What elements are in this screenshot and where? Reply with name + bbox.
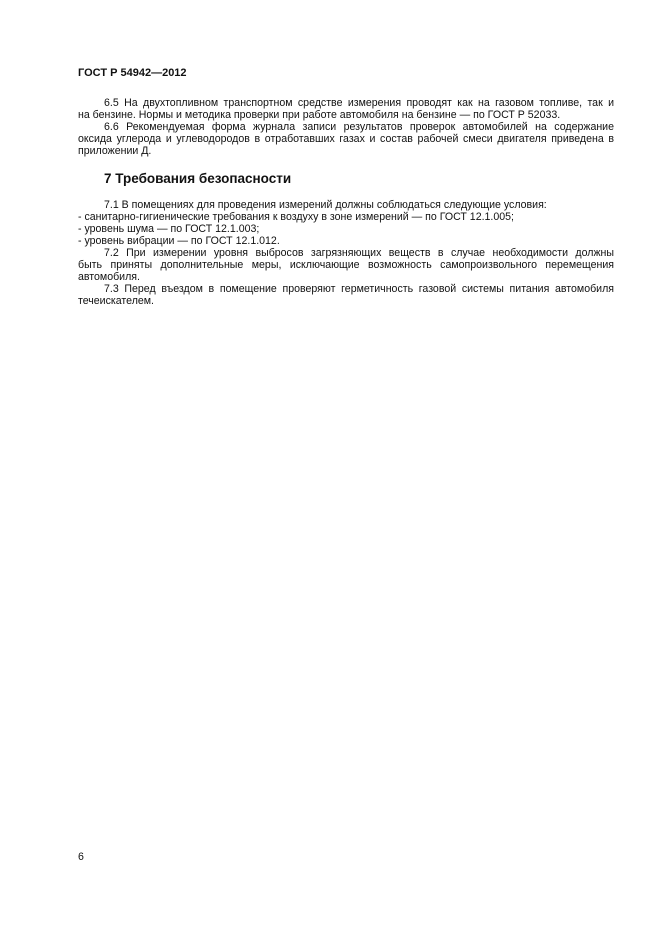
paragraph-6-6-line: 6.6 Рекомендуемая форма журнала записи результатов проверок автомобилей на содержание	[104, 121, 614, 133]
paragraph-7-3-line: 7.3 Перед въездом в помещение проверяют герметичность газовой системы питания автомобиля	[104, 283, 614, 295]
page-number: 6	[78, 851, 84, 863]
paragraph-6-5-line: 6.5 На двухтопливном транспортном средстве измерения проводят как на газовом топливе, так и	[104, 97, 614, 109]
paragraph-7-3-line: течеискателем.	[78, 295, 154, 307]
list-item: - уровень вибрации — по ГОСТ 12.1.012.	[78, 235, 280, 247]
list-item: - уровень шума — по ГОСТ 12.1.003;	[78, 223, 260, 235]
section-heading: 7 Требования безопасности	[104, 171, 292, 186]
paragraph-6-5-line: на бензине. Нормы и методика проверки при работе автомобиля на бензине — по ГОСТ Р 52033.	[78, 109, 561, 121]
paragraph-6-6-line: приложении Д.	[78, 145, 152, 157]
paragraph-6-6-line: оксида углерода и углеводородов в отработавших газах и состав рабочей смеси двигателя приведена в	[78, 133, 614, 145]
document-header: ГОСТ Р 54942—2012	[78, 67, 187, 79]
list-item: - санитарно-гигиенические требования к воздуху в зоне измерений — по ГОСТ 12.1.005;	[78, 211, 514, 223]
paragraph-7-2-line: автомобиля.	[78, 271, 140, 283]
paragraph-7-1: 7.1 В помещениях для проведения измерений должны соблюдаться следующие условия:	[104, 199, 547, 211]
paragraph-7-2-line: быть приняты дополнительные меры, исключающие возможность самопроизвольного перемещения	[78, 259, 614, 271]
paragraph-7-2-line: 7.2 При измерении уровня выбросов загрязняющих веществ в случае необходимости должны	[104, 247, 614, 259]
